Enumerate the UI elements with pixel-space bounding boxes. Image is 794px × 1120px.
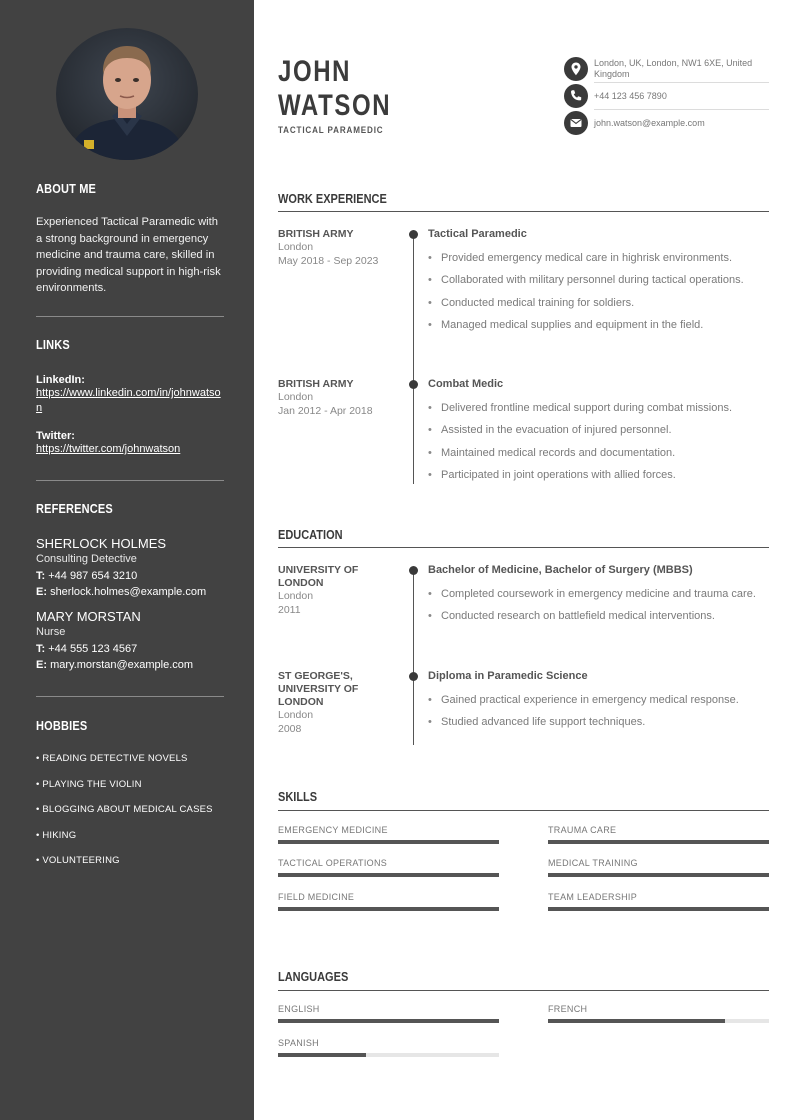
skill-item [548, 825, 769, 844]
reference-email [36, 585, 224, 599]
location: London [278, 391, 314, 403]
about-heading: ABOUT ME [36, 182, 97, 196]
link-label-linkedin: LinkedIn: [36, 374, 85, 386]
language-label: FRENCH [548, 1004, 588, 1014]
location: London [278, 590, 314, 602]
skill-bar [548, 907, 769, 911]
divider [594, 109, 769, 110]
graduation-year: 2011 [278, 603, 301, 616]
education-heading: EDUCATION [278, 528, 343, 542]
divider [36, 696, 224, 697]
job-role: Combat Medic [428, 378, 504, 390]
references-section [36, 502, 224, 672]
section-rule [278, 547, 769, 548]
skill-label: TRAUMA CARE [548, 825, 617, 835]
email-label: E: [36, 586, 47, 598]
sidebar [0, 0, 254, 1120]
list-item: • Provided emergency medical care in highrisk environments. [428, 251, 763, 266]
skill-item [278, 892, 499, 911]
job-role: Tactical Paramedic [428, 228, 527, 240]
skill-item [548, 892, 769, 911]
language-level-fill [278, 1053, 366, 1057]
list-item: • Completed coursework in emergency medicine and trauma care. [428, 587, 763, 602]
skill-level-fill [548, 873, 769, 877]
language-item [278, 1004, 499, 1023]
skill-level-fill [278, 873, 499, 877]
timeline-dot [409, 230, 418, 239]
section-rule [278, 211, 769, 212]
skill-item [278, 825, 499, 844]
hobby-item: • HIKING [36, 829, 77, 841]
date-range: Jan 2012 - Apr 2018 [278, 404, 373, 417]
first-name: JOHN [278, 55, 352, 88]
email-label: E: [36, 659, 47, 671]
linkedin-link[interactable]: https://www.linkedin.com/in/johnwatson [36, 387, 221, 414]
achievement-list [428, 587, 763, 632]
phone-icon [564, 84, 588, 108]
skill-level-fill [278, 907, 499, 911]
contact-email: john.watson@example.com [594, 118, 705, 128]
list-item: • Conducted medical training for soldiers. [428, 296, 763, 311]
list-item: • Delivered frontline medical support during combat missions. [428, 401, 763, 416]
divider [36, 480, 224, 481]
email-value: mary.morstan@example.com [50, 659, 194, 671]
language-level-fill [548, 1019, 725, 1023]
skill-label: FIELD MEDICINE [278, 892, 355, 902]
timeline-dot [409, 380, 418, 389]
link-label-twitter: Twitter: [36, 430, 75, 442]
location: London [278, 709, 314, 721]
hobby-item: • PLAYING THE VIOLIN [36, 778, 142, 790]
hobbies-section [36, 719, 224, 881]
responsibility-list [428, 251, 763, 340]
organization-name: BRITISH ARMY [278, 378, 354, 390]
link-item [36, 374, 224, 416]
job-title: TACTICAL PARAMEDIC [278, 125, 384, 136]
contact-address: London, UK, London, NW1 6XE, United Kingdom [594, 58, 753, 79]
work-org [278, 378, 398, 418]
twitter-link[interactable]: https://twitter.com/johnwatson [36, 443, 181, 455]
language-item [278, 1038, 499, 1057]
degree-title: Bachelor of Medicine, Bachelor of Surgery (MBBS) [428, 564, 693, 576]
skill-level-fill [278, 840, 499, 844]
hobby-item: • VOLUNTEERING [36, 855, 120, 866]
phone-value: +44 987 654 3210 [48, 570, 138, 582]
list-item: • Maintained medical records and documentation. [428, 446, 763, 461]
language-label: ENGLISH [278, 1004, 320, 1014]
skill-bar [548, 873, 769, 877]
links-section [36, 338, 224, 457]
list-item: • Conducted research on battlefield medical interventions. [428, 609, 763, 624]
institution-name: UNIVERSITY OF LONDON [278, 564, 359, 589]
language-bar [278, 1019, 499, 1023]
achievement-list [428, 693, 763, 738]
map-pin-icon [564, 57, 588, 81]
hobby-item: • READING DETECTIVE NOVELS [36, 753, 188, 764]
skill-bar [278, 907, 499, 911]
contact-phone: +44 123 456 7890 [594, 91, 667, 101]
about-text: Experienced Tactical Paramedic with a strong background in emergency medicine and trauma care, skilled in providing medical support in high-risk environments. [36, 216, 221, 294]
reference-phone [36, 569, 224, 583]
skill-label: EMERGENCY MEDICINE [278, 825, 388, 835]
timeline-dot [409, 566, 418, 575]
language-level-fill [278, 1019, 499, 1023]
section-rule [278, 810, 769, 811]
about-section [36, 182, 224, 297]
skill-bar [278, 840, 499, 844]
last-name: WATSON [278, 89, 392, 122]
list-item: • Studied advanced life support techniques. [428, 715, 763, 730]
institution-name: ST GEORGE'S, UNIVERSITY OF LONDON [278, 670, 359, 708]
phone-value: +44 555 123 4567 [48, 643, 138, 655]
reference-name: MARY MORSTAN [36, 609, 141, 624]
reference-item [36, 536, 224, 599]
skill-label: MEDICAL TRAINING [548, 858, 638, 868]
list-item: • Assisted in the evacuation of injured personnel. [428, 423, 763, 438]
graduation-year: 2008 [278, 722, 302, 735]
degree-title: Diploma in Paramedic Science [428, 670, 588, 682]
skill-level-fill [548, 907, 769, 911]
list-item: • Collaborated with military personnel during tactical operations. [428, 273, 763, 288]
reference-role: Consulting Detective [36, 553, 137, 565]
reference-role: Nurse [36, 626, 66, 638]
skill-label: TACTICAL OPERATIONS [278, 858, 388, 868]
reference-item [36, 609, 224, 672]
reference-name: SHERLOCK HOLMES [36, 536, 167, 551]
timeline-line [413, 570, 414, 745]
reference-phone [36, 642, 224, 656]
divider [594, 82, 769, 83]
list-item: • Gained practical experience in emergency medical response. [428, 693, 763, 708]
skill-item [548, 858, 769, 877]
links-heading: LINKS [36, 338, 70, 352]
language-label: SPANISH [278, 1038, 319, 1048]
references-heading: REFERENCES [36, 502, 113, 516]
timeline-line [413, 234, 414, 484]
skill-level-fill [548, 840, 769, 844]
hobbies-heading: HOBBIES [36, 719, 88, 733]
education-org [278, 564, 398, 617]
work-org [278, 228, 398, 268]
language-bar [548, 1019, 769, 1023]
email-value: sherlock.holmes@example.com [50, 586, 207, 598]
skill-bar [278, 873, 499, 877]
divider [36, 316, 224, 317]
link-item [36, 430, 224, 457]
profile-photo [56, 28, 198, 160]
languages-heading: LANGUAGES [278, 970, 349, 984]
skills-heading: SKILLS [278, 790, 318, 804]
timeline-dot [409, 672, 418, 681]
envelope-icon [564, 111, 588, 135]
list-item: • Participated in joint operations with allied forces. [428, 468, 763, 483]
skill-label: TEAM LEADERSHIP [548, 892, 638, 902]
section-rule [278, 990, 769, 991]
organization-name: BRITISH ARMY [278, 228, 354, 240]
date-range: May 2018 - Sep 2023 [278, 254, 379, 267]
reference-email [36, 658, 224, 672]
phone-label: T: [36, 570, 46, 582]
responsibility-list [428, 401, 763, 490]
skill-item [278, 858, 499, 877]
language-bar [278, 1053, 499, 1057]
skill-bar [548, 840, 769, 844]
language-item [548, 1004, 769, 1023]
phone-label: T: [36, 643, 46, 655]
hobby-item: • BLOGGING ABOUT MEDICAL CASES [36, 804, 213, 815]
list-item: • Managed medical supplies and equipment in the field. [428, 318, 763, 333]
education-org [278, 670, 398, 736]
work-experience-heading: WORK EXPERIENCE [278, 192, 387, 206]
location: London [278, 241, 314, 253]
